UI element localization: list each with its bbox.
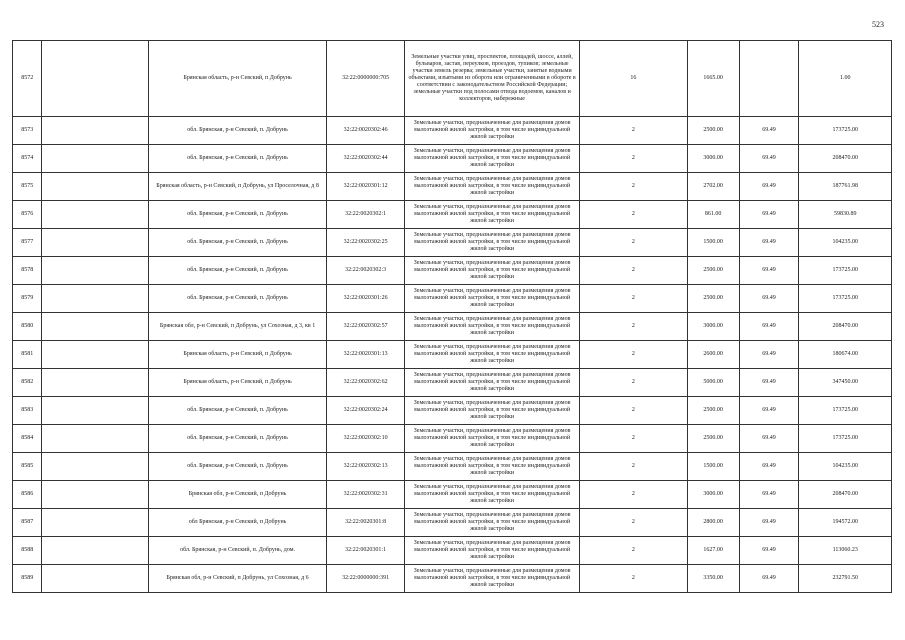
- area-cell: 1665.00: [687, 41, 739, 117]
- land-use-cell: Земельные участки улиц, проспектов, площадей, шоссе, аллей, бульваров, застав, переулков, проездов, тупиков; земельные участки земель резерва; земельные участки, занятые водными объектами, изъятыми из оборота или ограниченными в обороте в соответствии с законодательством Российской Федерации; земельные участки под полосами отвода водоемов, каналов и коллекторов, набережные: [405, 41, 580, 117]
- rate-cell: 69.49: [739, 509, 799, 537]
- address-cell: Брянская обл, р-н Севский, п Добрунь: [149, 481, 327, 509]
- rate-cell: 69.49: [739, 173, 799, 201]
- address-cell: обл. Брянская, р-н Севский, п. Добрунь: [149, 285, 327, 313]
- blank-cell: [42, 565, 149, 593]
- table-row: [13, 341, 892, 369]
- cadastral-value-cell: 1.00: [799, 41, 892, 117]
- table-row: [13, 481, 892, 509]
- row-number-cell: 8572: [13, 41, 42, 117]
- cadastral-value-cell: 208470.00: [799, 481, 892, 509]
- table-row: [13, 537, 892, 565]
- category-code-cell: 2: [580, 229, 688, 257]
- blank-cell: [42, 453, 149, 481]
- area-cell: 3000.00: [687, 313, 739, 341]
- blank-cell: [42, 201, 149, 229]
- address-cell: Брянская область, р-н Севский, п Добрунь, ул Проселочная, д 8: [149, 173, 327, 201]
- row-number-cell: 8587: [13, 509, 42, 537]
- rate-cell: 69.49: [739, 313, 799, 341]
- blank-cell: [42, 229, 149, 257]
- rate-cell: 69.49: [739, 425, 799, 453]
- land-use-cell: Земельные участки, предназначенные для размещения домов малоэтажной жилой застройки, в том числе индивидуальной жилой застройки: [405, 117, 580, 145]
- cadastral-value-cell: 173725.00: [799, 425, 892, 453]
- table-row: [13, 201, 892, 229]
- address-cell: обл. Брянская, р-н Севский, п. Добрунь: [149, 117, 327, 145]
- rate-cell: 69.49: [739, 453, 799, 481]
- rate-cell: 69.49: [739, 537, 799, 565]
- cadastral-value-cell: 208470.00: [799, 145, 892, 173]
- category-code-cell: 2: [580, 145, 688, 173]
- land-use-cell: Земельные участки, предназначенные для размещения домов малоэтажной жилой застройки, в том числе индивидуальной жилой застройки: [405, 201, 580, 229]
- blank-cell: [42, 341, 149, 369]
- category-code-cell: 2: [580, 565, 688, 593]
- rate-cell: 69.49: [739, 481, 799, 509]
- address-cell: обл. Брянская, р-н Севский, п. Добрунь, дом.: [149, 537, 327, 565]
- blank-cell: [42, 117, 149, 145]
- cadastral-number-cell: 32:22:0020302:62: [326, 369, 404, 397]
- table-row: [13, 257, 892, 285]
- area-cell: 3000.00: [687, 481, 739, 509]
- area-cell: 2702.00: [687, 173, 739, 201]
- cadastral-number-cell: 32:22:0020302:25: [326, 229, 404, 257]
- row-number-cell: 8583: [13, 397, 42, 425]
- category-code-cell: 16: [580, 41, 688, 117]
- blank-cell: [42, 481, 149, 509]
- land-use-cell: Земельные участки, предназначенные для размещения домов малоэтажной жилой застройки, в том числе индивидуальной жилой застройки: [405, 173, 580, 201]
- land-use-cell: Земельные участки, предназначенные для размещения домов малоэтажной жилой застройки, в том числе индивидуальной жилой застройки: [405, 369, 580, 397]
- cadastral-number-cell: 32:22:0020301:13: [326, 341, 404, 369]
- area-cell: 3000.00: [687, 145, 739, 173]
- row-number-cell: 8575: [13, 173, 42, 201]
- table-row: [13, 369, 892, 397]
- category-code-cell: 2: [580, 453, 688, 481]
- row-number-cell: 8582: [13, 369, 42, 397]
- area-cell: 2600.00: [687, 341, 739, 369]
- row-number-cell: 8585: [13, 453, 42, 481]
- blank-cell: [42, 537, 149, 565]
- table-body: [13, 41, 892, 593]
- address-cell: Брянская область, р-н Севский, п Добрунь: [149, 41, 327, 117]
- category-code-cell: 2: [580, 257, 688, 285]
- rate-cell: [739, 41, 799, 117]
- table-row: [13, 425, 892, 453]
- category-code-cell: 2: [580, 285, 688, 313]
- cadastral-number-cell: 32:22:0000000:705: [326, 41, 404, 117]
- area-cell: 5000.00: [687, 369, 739, 397]
- row-number-cell: 8586: [13, 481, 42, 509]
- cadastral-value-cell: 180674.00: [799, 341, 892, 369]
- land-use-cell: Земельные участки, предназначенные для размещения домов малоэтажной жилой застройки, в том числе индивидуальной жилой застройки: [405, 397, 580, 425]
- page-number: 523: [872, 20, 884, 29]
- blank-cell: [42, 369, 149, 397]
- category-code-cell: 2: [580, 117, 688, 145]
- address-cell: обл. Брянская, р-н Севский, п. Добрунь: [149, 453, 327, 481]
- category-code-cell: 2: [580, 173, 688, 201]
- cadastral-value-cell: 208470.00: [799, 313, 892, 341]
- land-use-cell: Земельные участки, предназначенные для размещения домов малоэтажной жилой застройки, в том числе индивидуальной жилой застройки: [405, 565, 580, 593]
- cadastral-value-cell: 173725.00: [799, 117, 892, 145]
- rate-cell: 69.49: [739, 397, 799, 425]
- table-row: [13, 41, 892, 117]
- cadastral-value-cell: 113060.23: [799, 537, 892, 565]
- cadastral-number-cell: 32:22:0020302:10: [326, 425, 404, 453]
- table-row: [13, 397, 892, 425]
- cadastral-value-cell: 104235.00: [799, 229, 892, 257]
- area-cell: 2500.00: [687, 257, 739, 285]
- cadastral-value-cell: 347450.00: [799, 369, 892, 397]
- blank-cell: [42, 173, 149, 201]
- cadastral-number-cell: 32:22:0000000:391: [326, 565, 404, 593]
- category-code-cell: 2: [580, 341, 688, 369]
- category-code-cell: 2: [580, 425, 688, 453]
- cadastral-number-cell: 32:22:0020302:44: [326, 145, 404, 173]
- address-cell: Брянская обл, р-н Севский, п Добрунь, ул Сохозная, д 6: [149, 565, 327, 593]
- address-cell: Брянская область, р-н Севский, п Добрунь: [149, 369, 327, 397]
- address-cell: обл Брянская, р-н Севский, п Добрунь: [149, 509, 327, 537]
- row-number-cell: 8584: [13, 425, 42, 453]
- cadastral-value-cell: 173725.00: [799, 397, 892, 425]
- row-number-cell: 8581: [13, 341, 42, 369]
- area-cell: 3350.00: [687, 565, 739, 593]
- address-cell: Брянская область, р-н Севский, п Добрунь: [149, 341, 327, 369]
- area-cell: 2500.00: [687, 117, 739, 145]
- area-cell: 1500.00: [687, 229, 739, 257]
- land-use-cell: Земельные участки, предназначенные для размещения домов малоэтажной жилой застройки, в том числе индивидуальной жилой застройки: [405, 257, 580, 285]
- area-cell: 2800.00: [687, 509, 739, 537]
- rate-cell: 69.49: [739, 285, 799, 313]
- blank-cell: [42, 509, 149, 537]
- cadastral-number-cell: 32:22:0020302:13: [326, 453, 404, 481]
- rate-cell: 69.49: [739, 201, 799, 229]
- blank-cell: [42, 41, 149, 117]
- area-cell: 1500.00: [687, 453, 739, 481]
- rate-cell: 69.49: [739, 341, 799, 369]
- category-code-cell: 2: [580, 313, 688, 341]
- category-code-cell: 2: [580, 481, 688, 509]
- rate-cell: 69.49: [739, 565, 799, 593]
- cadastral-number-cell: 32:22:0020302:24: [326, 397, 404, 425]
- area-cell: 2500.00: [687, 285, 739, 313]
- cadastral-value-cell: 232791.50: [799, 565, 892, 593]
- table-row: [13, 313, 892, 341]
- cadastral-number-cell: 32:22:0020302:3: [326, 257, 404, 285]
- blank-cell: [42, 145, 149, 173]
- cadastral-value-cell: 173725.00: [799, 285, 892, 313]
- address-cell: обл. Брянская, р-н Севский, п. Добрунь: [149, 257, 327, 285]
- blank-cell: [42, 257, 149, 285]
- land-use-cell: Земельные участки, предназначенные для размещения домов малоэтажной жилой застройки, в том числе индивидуальной жилой застройки: [405, 509, 580, 537]
- area-cell: 861.00: [687, 201, 739, 229]
- land-use-cell: Земельные участки, предназначенные для размещения домов малоэтажной жилой застройки, в том числе индивидуальной жилой застройки: [405, 425, 580, 453]
- cadastral-value-cell: 104235.00: [799, 453, 892, 481]
- cadastral-number-cell: 32:22:0020301:8: [326, 509, 404, 537]
- row-number-cell: 8589: [13, 565, 42, 593]
- table-row: [13, 229, 892, 257]
- row-number-cell: 8579: [13, 285, 42, 313]
- blank-cell: [42, 397, 149, 425]
- land-use-cell: Земельные участки, предназначенные для размещения домов малоэтажной жилой застройки, в том числе индивидуальной жилой застройки: [405, 145, 580, 173]
- blank-cell: [42, 285, 149, 313]
- blank-cell: [42, 313, 149, 341]
- land-use-cell: Земельные участки, предназначенные для размещения домов малоэтажной жилой застройки, в том числе индивидуальной жилой застройки: [405, 341, 580, 369]
- address-cell: обл. Брянская, р-н Севский, п. Добрунь: [149, 397, 327, 425]
- cadastral-number-cell: 32:22:0020301:1: [326, 537, 404, 565]
- land-use-cell: Земельные участки, предназначенные для размещения домов малоэтажной жилой застройки, в том числе индивидуальной жилой застройки: [405, 537, 580, 565]
- table-row: [13, 509, 892, 537]
- category-code-cell: 2: [580, 397, 688, 425]
- address-cell: обл. Брянская, р-н Севский, п. Добрунь: [149, 425, 327, 453]
- blank-cell: [42, 425, 149, 453]
- cadastral-number-cell: 32:22:0020302:46: [326, 117, 404, 145]
- area-cell: 2500.00: [687, 397, 739, 425]
- row-number-cell: 8574: [13, 145, 42, 173]
- area-cell: 1627.00: [687, 537, 739, 565]
- cadastral-number-cell: 32:22:0020301:12: [326, 173, 404, 201]
- row-number-cell: 8577: [13, 229, 42, 257]
- cadastral-value-cell: 59830.89: [799, 201, 892, 229]
- table-row: [13, 173, 892, 201]
- row-number-cell: 8576: [13, 201, 42, 229]
- cadastral-number-cell: 32:22:0020302:57: [326, 313, 404, 341]
- area-cell: 2500.00: [687, 425, 739, 453]
- table-row: [13, 117, 892, 145]
- cadastral-number-cell: 32:22:0020302:31: [326, 481, 404, 509]
- rate-cell: 69.49: [739, 229, 799, 257]
- cadastral-value-cell: 194572.00: [799, 509, 892, 537]
- address-cell: обл. Брянская, р-н Севский, п. Добрунь: [149, 229, 327, 257]
- table-row: [13, 453, 892, 481]
- land-use-cell: Земельные участки, предназначенные для размещения домов малоэтажной жилой застройки, в том числе индивидуальной жилой застройки: [405, 285, 580, 313]
- land-use-cell: Земельные участки, предназначенные для размещения домов малоэтажной жилой застройки, в том числе индивидуальной жилой застройки: [405, 453, 580, 481]
- land-use-cell: Земельные участки, предназначенные для размещения домов малоэтажной жилой застройки, в том числе индивидуальной жилой застройки: [405, 313, 580, 341]
- rate-cell: 69.49: [739, 257, 799, 285]
- category-code-cell: 2: [580, 537, 688, 565]
- category-code-cell: 2: [580, 369, 688, 397]
- rate-cell: 69.49: [739, 145, 799, 173]
- cadastral-value-cell: 187761.98: [799, 173, 892, 201]
- cadastral-value-table: [12, 40, 892, 593]
- land-use-cell: Земельные участки, предназначенные для размещения домов малоэтажной жилой застройки, в том числе индивидуальной жилой застройки: [405, 229, 580, 257]
- table-row: [13, 285, 892, 313]
- cadastral-number-cell: 32:22:0020301:26: [326, 285, 404, 313]
- rate-cell: 69.49: [739, 369, 799, 397]
- row-number-cell: 8578: [13, 257, 42, 285]
- table-row: [13, 145, 892, 173]
- address-cell: Брянская обл, р-н Севский, п Добрунь, ул Сохозная, д 3, кв 1: [149, 313, 327, 341]
- rate-cell: 69.49: [739, 117, 799, 145]
- land-use-cell: Земельные участки, предназначенные для размещения домов малоэтажной жилой застройки, в том числе индивидуальной жилой застройки: [405, 481, 580, 509]
- cadastral-value-cell: 173725.00: [799, 257, 892, 285]
- address-cell: обл. Брянская, р-н Севский, п. Добрунь: [149, 201, 327, 229]
- table-row: [13, 565, 892, 593]
- row-number-cell: 8588: [13, 537, 42, 565]
- cadastral-number-cell: 32:22:0020302:1: [326, 201, 404, 229]
- row-number-cell: 8580: [13, 313, 42, 341]
- category-code-cell: 2: [580, 201, 688, 229]
- address-cell: обл. Брянская, р-н Севский, п. Добрунь: [149, 145, 327, 173]
- category-code-cell: 2: [580, 509, 688, 537]
- row-number-cell: 8573: [13, 117, 42, 145]
